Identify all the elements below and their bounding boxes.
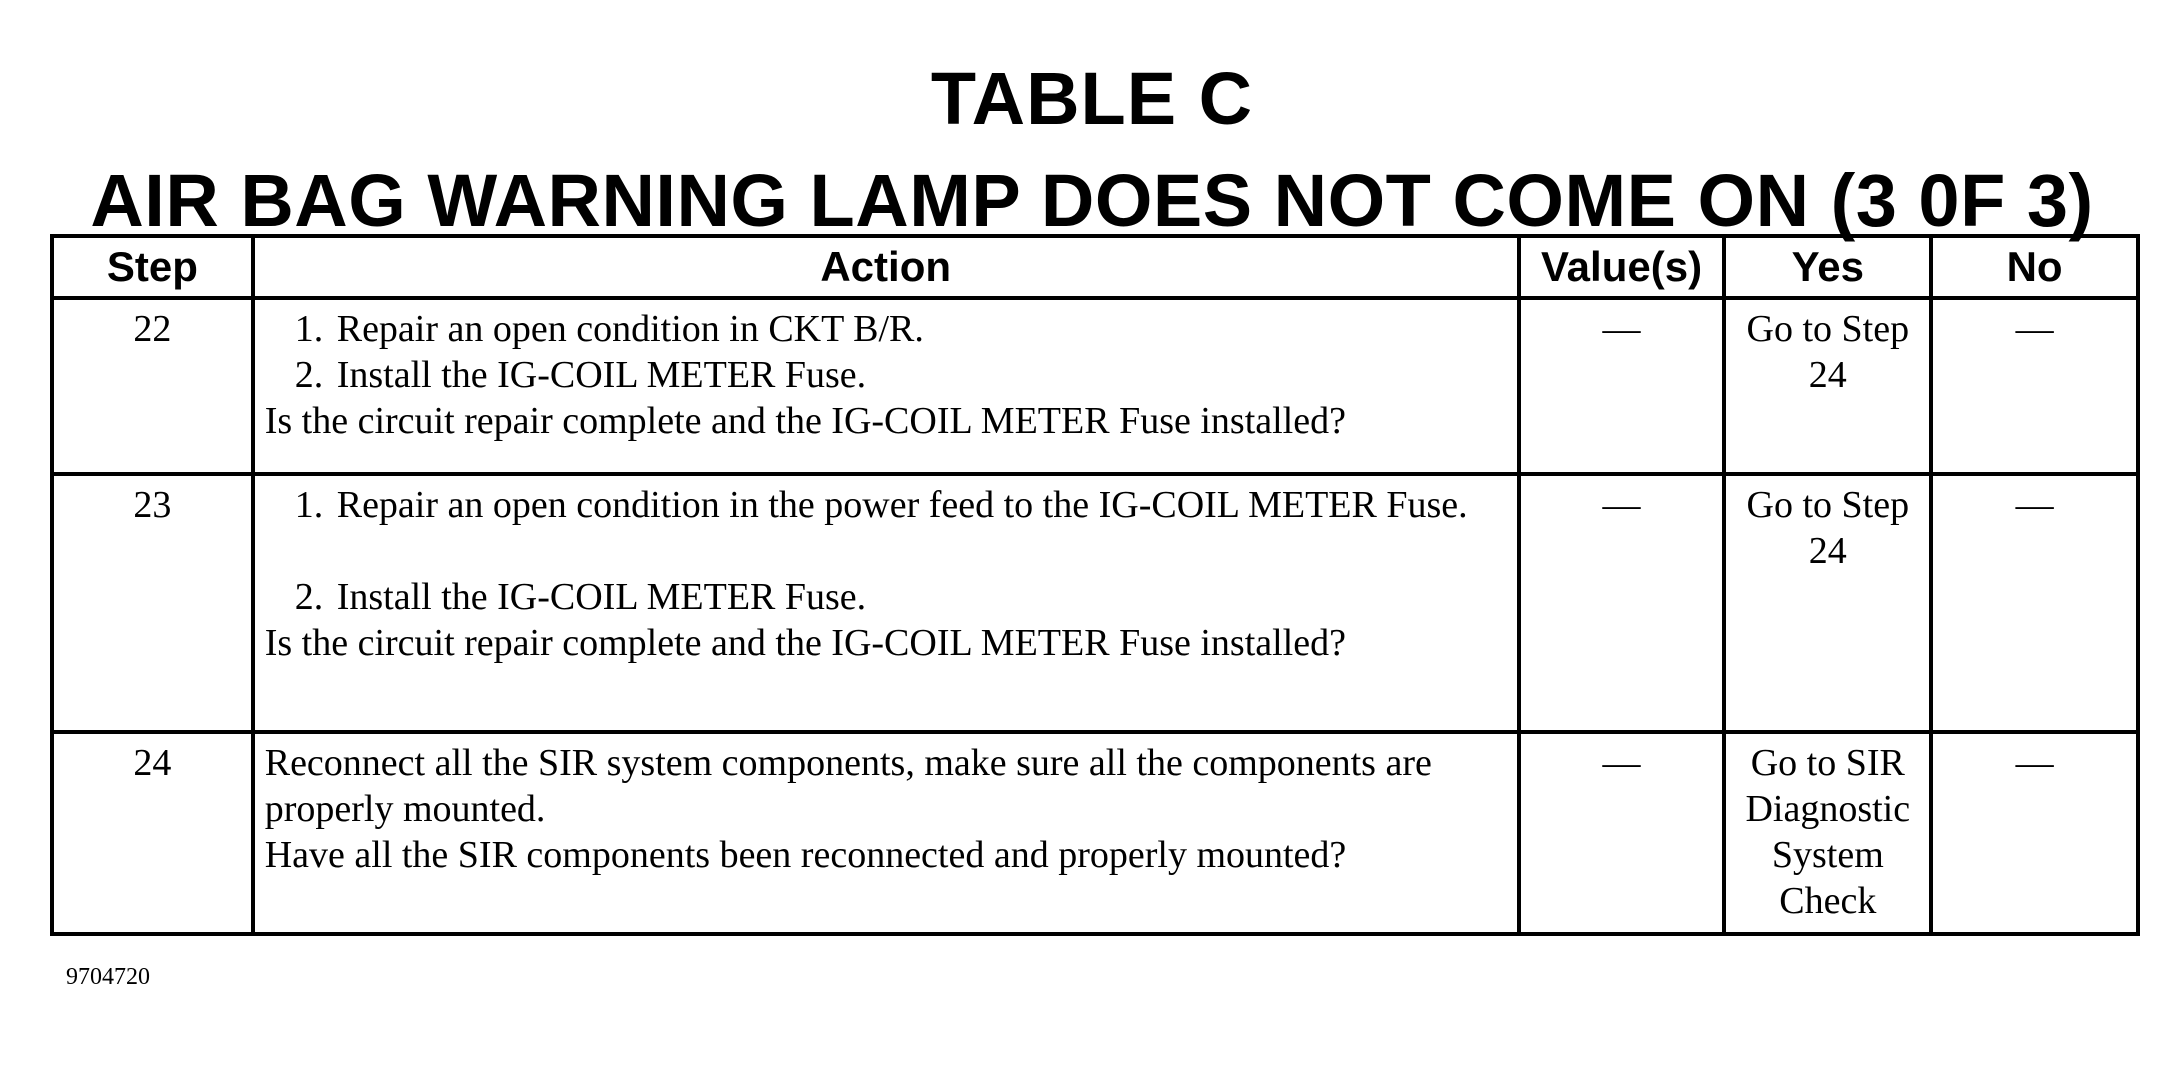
table-header-row: [52, 236, 2138, 298]
step-number: 24: [52, 732, 253, 934]
action-cell: [253, 732, 1519, 934]
step-number: 23: [52, 474, 253, 732]
action-item-text: Repair an open condition in CKT B/R.: [336, 308, 924, 350]
header-action: Action: [253, 236, 1519, 298]
action-cell: [253, 474, 1519, 732]
action-paragraph: Reconnect all the SIR system components, make sure all the components are properly mounted.: [264, 742, 1432, 830]
action-item-number: 2.: [294, 576, 324, 618]
value-cell: —: [1519, 298, 1725, 474]
action-item-text: Repair an open condition in the power feed to the IG-COIL METER Fuse.: [336, 484, 1468, 526]
header-yes: Yes: [1724, 236, 1931, 298]
step-number: 22: [52, 298, 253, 474]
action-cell: [253, 298, 1519, 474]
action-question: Is the circuit repair complete and the IG-COIL METER Fuse installed?: [264, 400, 1346, 442]
value-cell: —: [1519, 732, 1725, 934]
yes-cell: Go to Step 24: [1724, 298, 1931, 474]
table-row-step-22: [52, 298, 2138, 474]
no-cell: —: [1931, 732, 2138, 934]
action-item: [265, 352, 1507, 398]
table-row-step-24: [52, 732, 2138, 934]
action-question: Have all the SIR components been reconnected and properly mounted?: [264, 834, 1347, 876]
action-item: [265, 306, 1507, 352]
figure-code: 9704720: [66, 964, 150, 990]
value-cell: —: [1519, 474, 1725, 732]
spacer: [265, 528, 1507, 574]
page-title: [0, 57, 2184, 242]
action-item: [265, 574, 1507, 620]
action-item-text: Install the IG-COIL METER Fuse.: [336, 576, 867, 618]
action-item: [265, 482, 1507, 528]
title-line-subject: AIR BAG WARNING LAMP DOES NOT COME ON (3 0F 3): [90, 159, 2094, 242]
no-cell: —: [1931, 298, 2138, 474]
header-step: Step: [52, 236, 253, 298]
yes-cell: Go to Step 24: [1724, 474, 1931, 732]
table-row-step-23: [52, 474, 2138, 732]
title-line-table-c: TABLE C: [930, 57, 1254, 140]
action-item-number: 1.: [294, 308, 324, 350]
header-no: No: [1931, 236, 2138, 298]
action-question: Is the circuit repair complete and the IG-COIL METER Fuse installed?: [264, 622, 1346, 664]
action-item-number: 2.: [294, 354, 324, 396]
action-item-text: Install the IG-COIL METER Fuse.: [336, 354, 867, 396]
action-item-number: 1.: [294, 484, 324, 526]
no-cell: —: [1931, 474, 2138, 732]
header-values: Value(s): [1519, 236, 1725, 298]
yes-cell: Go to SIR Diagnostic System Check: [1724, 732, 1931, 934]
diagnostic-table: [50, 234, 2140, 936]
